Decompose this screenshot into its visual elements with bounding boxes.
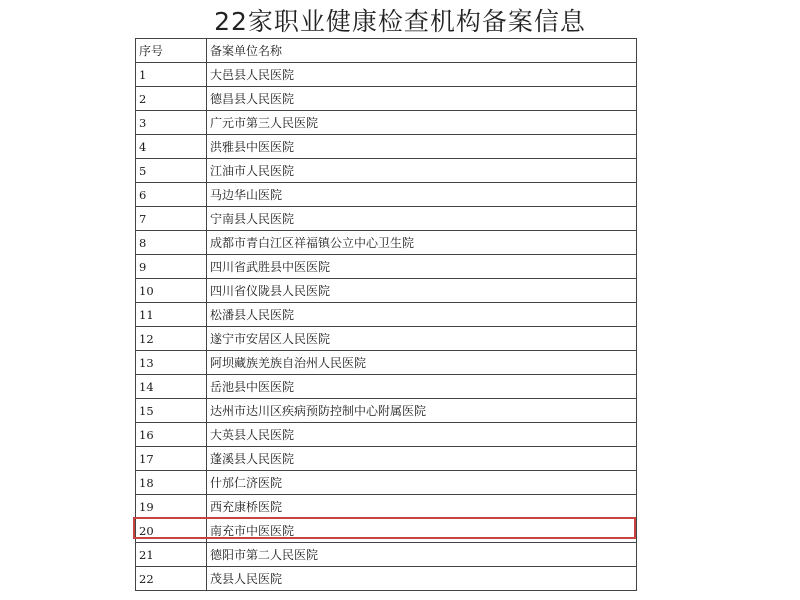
institution-name-cell: 江油市人民医院 bbox=[207, 159, 637, 183]
institution-name-cell: 西充康桥医院 bbox=[207, 495, 637, 519]
institution-name-cell: 洪雅县中医医院 bbox=[207, 135, 637, 159]
table-row bbox=[136, 495, 637, 519]
institution-name-cell: 德阳市第二人民医院 bbox=[207, 543, 637, 567]
row-index-cell: 20 bbox=[136, 519, 207, 543]
institution-name-cell: 阿坝藏族羌族自治州人民医院 bbox=[207, 351, 637, 375]
table-header-row bbox=[136, 39, 637, 63]
row-index-cell: 7 bbox=[136, 207, 207, 231]
row-index-cell: 11 bbox=[136, 303, 207, 327]
institution-name-cell: 广元市第三人民医院 bbox=[207, 111, 637, 135]
institution-name-cell: 达州市达川区疾病预防控制中心附属医院 bbox=[207, 399, 637, 423]
row-index-cell: 12 bbox=[136, 327, 207, 351]
table-row bbox=[136, 183, 637, 207]
table-row bbox=[136, 159, 637, 183]
row-index-cell: 19 bbox=[136, 495, 207, 519]
institution-name-cell: 德昌县人民医院 bbox=[207, 87, 637, 111]
row-index-cell: 15 bbox=[136, 399, 207, 423]
institution-name-cell: 四川省仪陇县人民医院 bbox=[207, 279, 637, 303]
institution-name-cell: 松潘县人民医院 bbox=[207, 303, 637, 327]
institution-name-cell: 蓬溪县人民医院 bbox=[207, 447, 637, 471]
row-index-cell: 17 bbox=[136, 447, 207, 471]
row-index-cell: 16 bbox=[136, 423, 207, 447]
institution-name-cell: 大英县人民医院 bbox=[207, 423, 637, 447]
table-row bbox=[136, 399, 637, 423]
institution-name-cell: 宁南县人民医院 bbox=[207, 207, 637, 231]
row-index-cell: 14 bbox=[136, 375, 207, 399]
institution-name-cell: 南充市中医医院 bbox=[207, 519, 637, 543]
row-index-cell: 21 bbox=[136, 543, 207, 567]
table-row bbox=[136, 423, 637, 447]
table-row bbox=[136, 207, 637, 231]
table-row bbox=[136, 543, 637, 567]
table-row bbox=[136, 231, 637, 255]
row-index-cell: 22 bbox=[136, 567, 207, 591]
table-row bbox=[136, 567, 637, 591]
row-index-cell: 4 bbox=[136, 135, 207, 159]
table-row bbox=[136, 471, 637, 495]
institution-name-cell: 什邡仁济医院 bbox=[207, 471, 637, 495]
institution-name-cell: 岳池县中医医院 bbox=[207, 375, 637, 399]
row-index-cell: 6 bbox=[136, 183, 207, 207]
row-index-cell: 10 bbox=[136, 279, 207, 303]
table-row bbox=[136, 351, 637, 375]
row-index-cell: 5 bbox=[136, 159, 207, 183]
institution-name-cell: 成都市青白江区祥福镇公立中心卫生院 bbox=[207, 231, 637, 255]
institution-name-cell: 茂县人民医院 bbox=[207, 567, 637, 591]
table-row bbox=[136, 63, 637, 87]
table-row bbox=[136, 87, 637, 111]
institution-name-cell: 遂宁市安居区人民医院 bbox=[207, 327, 637, 351]
table-row bbox=[136, 279, 637, 303]
row-index-cell: 18 bbox=[136, 471, 207, 495]
table-row bbox=[136, 111, 637, 135]
row-index-cell: 13 bbox=[136, 351, 207, 375]
column-header-index: 序号 bbox=[136, 39, 207, 63]
table-row bbox=[136, 447, 637, 471]
table-row bbox=[136, 519, 637, 543]
institution-name-cell: 马边华山医院 bbox=[207, 183, 637, 207]
registry-table bbox=[135, 38, 637, 591]
table-row bbox=[136, 327, 637, 351]
table-row bbox=[136, 303, 637, 327]
row-index-cell: 1 bbox=[136, 63, 207, 87]
row-index-cell: 3 bbox=[136, 111, 207, 135]
row-index-cell: 9 bbox=[136, 255, 207, 279]
institution-name-cell: 四川省武胜县中医医院 bbox=[207, 255, 637, 279]
table-row bbox=[136, 135, 637, 159]
institution-name-cell: 大邑县人民医院 bbox=[207, 63, 637, 87]
column-header-name: 备案单位名称 bbox=[207, 39, 637, 63]
row-index-cell: 2 bbox=[136, 87, 207, 111]
table-row bbox=[136, 255, 637, 279]
page-title: 22家职业健康检查机构备案信息 bbox=[214, 7, 586, 36]
table-row bbox=[136, 375, 637, 399]
row-index-cell: 8 bbox=[136, 231, 207, 255]
